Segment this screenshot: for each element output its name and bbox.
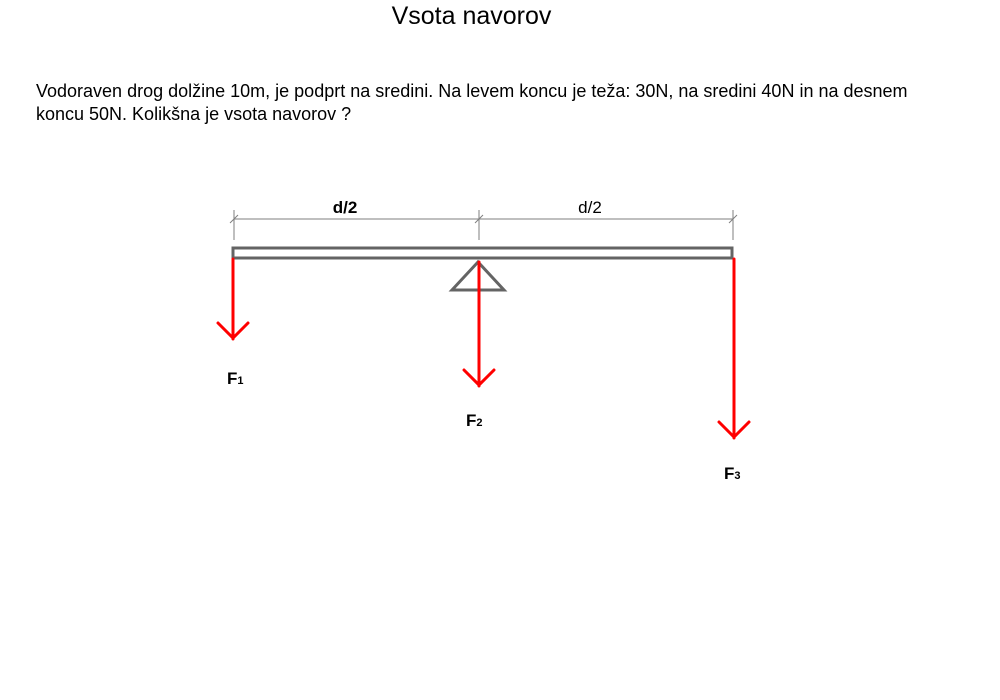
force-label-f2: F2 [466,411,483,430]
force-label-f3: F3 [724,464,741,483]
dimension-right-label: d/2 [578,198,602,217]
force-arrow-f1 [218,259,248,339]
dimension-line [230,210,737,240]
problem-line-2: koncu 50N. Kolikšna je vsota navorov ? [36,104,352,124]
force-label-f1: F1 [227,369,244,388]
force-arrow-f3 [719,259,749,438]
page-title: Vsota navorov [391,2,552,30]
dimension-left-label: d/2 [332,198,358,217]
problem-line-1: Vodoraven drog dolžine 10m, je podprt na sredini. Na levem koncu je teža: 30N, na sredini 40N in na desnem [36,81,908,101]
beam [233,248,732,258]
